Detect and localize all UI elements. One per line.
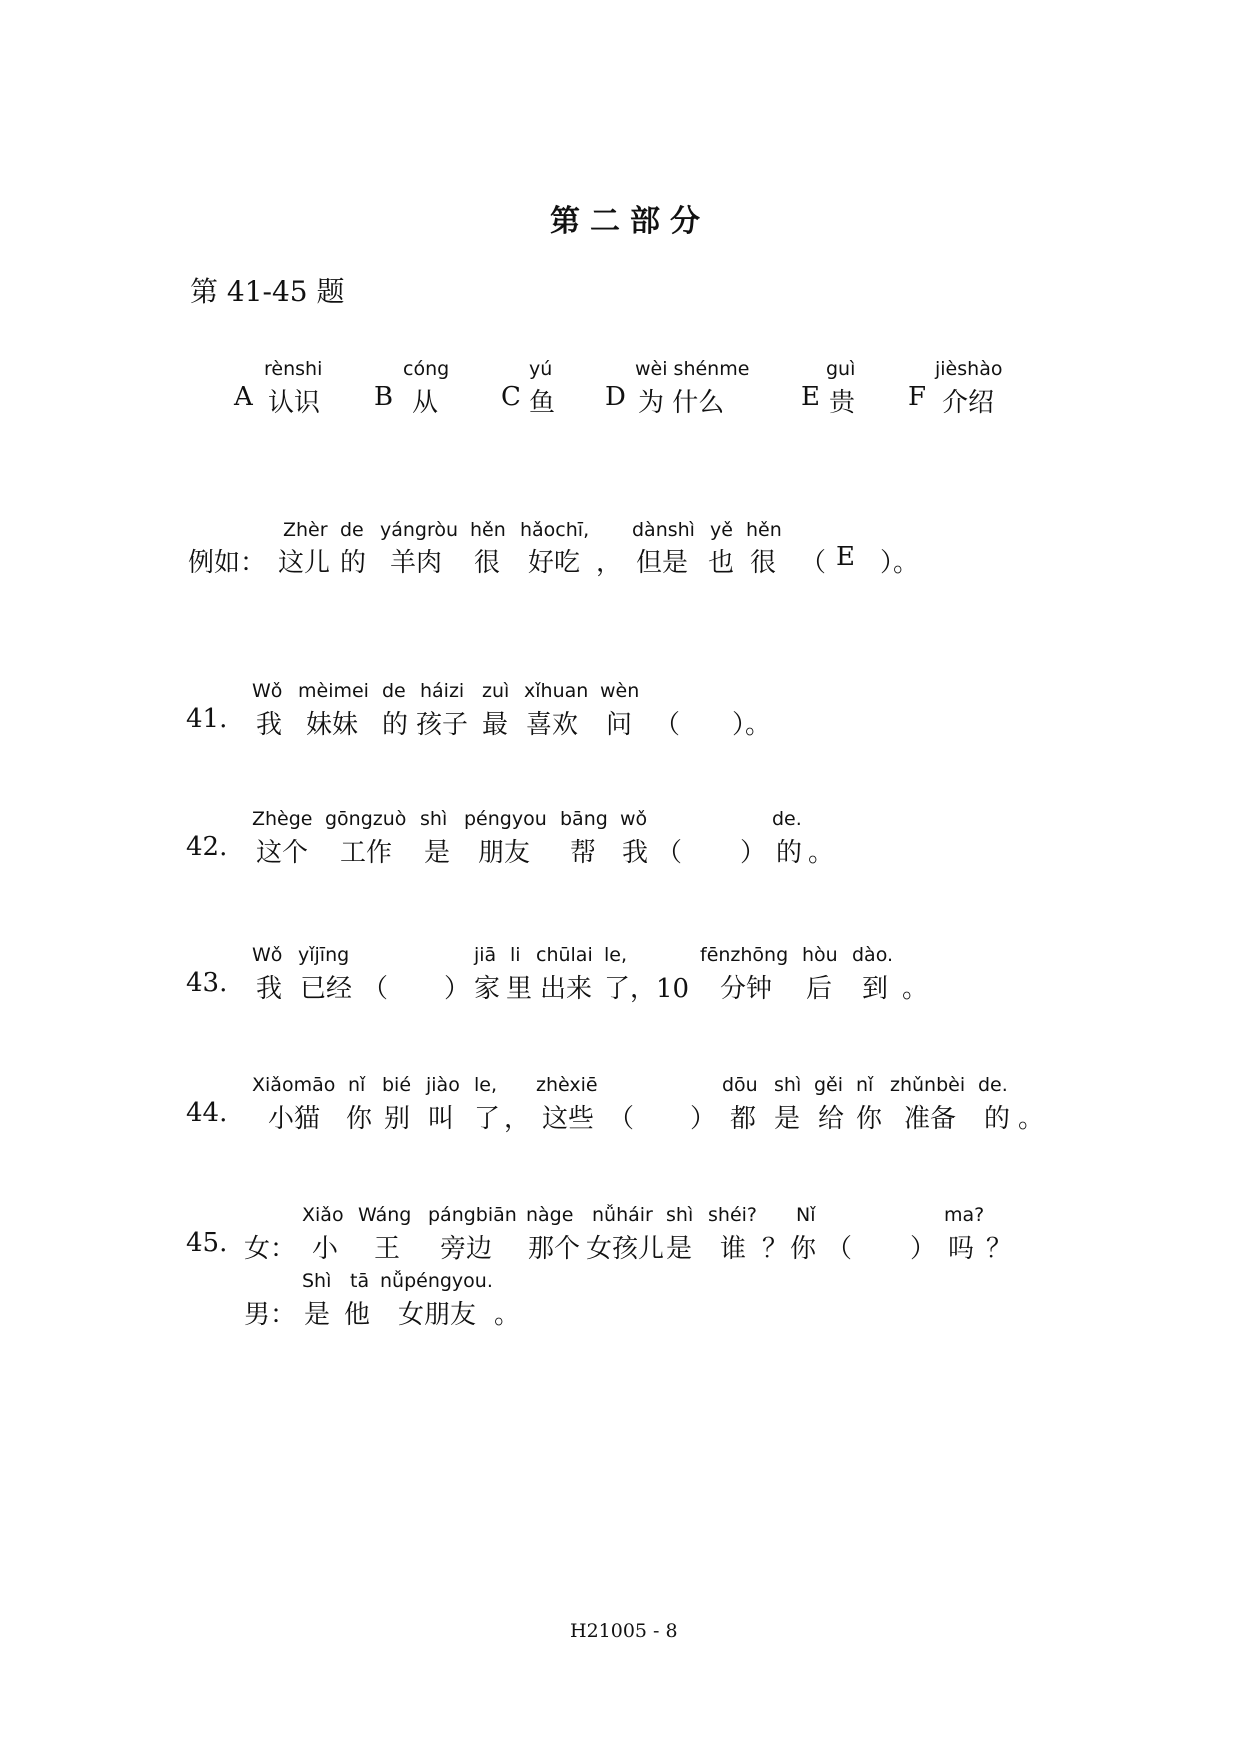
q45-hanzi: ？	[762, 1234, 789, 1264]
example-hanzi: 很	[474, 548, 501, 578]
q42-pinyin: shì	[420, 808, 448, 830]
q42-pinyin: Zhège	[252, 808, 313, 830]
q45-blank-open: （	[826, 1234, 853, 1264]
option-a-pinyin: rènshi	[264, 358, 323, 380]
option-e-letter: E	[801, 382, 820, 412]
q45-hanzi: 旁边	[440, 1234, 493, 1264]
q44-pinyin: bié	[382, 1074, 412, 1096]
q43-hanzi: 分钟	[720, 974, 773, 1004]
q43-hanzi: 我	[256, 974, 283, 1004]
q43-pinyin: le,	[604, 944, 628, 966]
option-c-letter: C	[501, 382, 521, 412]
q45-hanzi: 。	[494, 1300, 521, 1330]
q44-pinyin: nǐ	[856, 1074, 874, 1096]
q43-pinyin: chūlai	[536, 944, 593, 966]
q41-pinyin: háizi	[420, 680, 465, 702]
q43-hanzi: 出来	[540, 974, 593, 1004]
page-footer: H21005 - 8	[570, 1620, 678, 1642]
option-d-pinyin: wèi shénme	[635, 358, 750, 380]
q42-blank-open: （	[656, 838, 683, 868]
q45-speaker-male: 男：	[244, 1300, 297, 1330]
q43-pinyin: jiā	[474, 944, 497, 966]
q45-hanzi: 是	[666, 1234, 693, 1264]
option-c-hanzi: 鱼	[529, 388, 556, 418]
q45-pinyin: Nǐ	[796, 1204, 816, 1226]
q45-pinyin: Xiǎo	[302, 1204, 344, 1226]
q44-number: 44.	[186, 1098, 228, 1128]
q45-speaker-female: 女：	[244, 1234, 297, 1264]
option-f-hanzi: 介绍	[942, 388, 995, 418]
q41-pinyin: zuì	[482, 680, 510, 702]
example-hanzi: 羊肉	[390, 548, 443, 578]
q44-blank-open: （	[608, 1104, 635, 1134]
q45-blank-close: ）	[910, 1234, 937, 1264]
q43-hanzi: 了	[604, 974, 631, 1004]
q41-hanzi: 最	[482, 710, 509, 740]
option-b-hanzi: 从	[412, 388, 439, 418]
option-f-pinyin: jièshào	[935, 358, 1003, 380]
q42-blank-close: ）	[740, 838, 767, 868]
example-answer: E	[836, 542, 855, 572]
q44-pinyin: nǐ	[348, 1074, 366, 1096]
q41-hanzi: 妹妹	[306, 710, 359, 740]
q45-hanzi: 吗	[948, 1234, 975, 1264]
q43-pinyin: li	[510, 944, 521, 966]
q44-hanzi: 小猫	[268, 1104, 321, 1134]
example-hanzi: 的	[340, 548, 367, 578]
q42-pinyin: bāng	[560, 808, 608, 830]
q44-pinyin: shì	[774, 1074, 802, 1096]
example-label: 例如：	[188, 548, 267, 578]
q41-blank-open: （	[654, 710, 681, 740]
q44-hanzi: 叫	[428, 1104, 455, 1134]
example-pinyin: Zhèr	[283, 519, 328, 541]
q45-pinyin: shì	[666, 1204, 694, 1226]
q44-pinyin: gěi	[814, 1074, 844, 1096]
q44-hanzi: 准备	[904, 1104, 957, 1134]
q41-pinyin: de	[382, 680, 406, 702]
q41-pinyin: mèimei	[298, 680, 369, 702]
q45-pinyin: nǚháir	[592, 1204, 653, 1226]
q45-pinyin: pángbiān	[428, 1204, 517, 1226]
q41-hanzi: 孩子	[416, 710, 469, 740]
q44-pinyin: Xiǎomāo	[252, 1074, 336, 1096]
q42-hanzi: 我	[622, 838, 649, 868]
q43-hanzi: ，10	[630, 974, 690, 1004]
q43-blank-close: ）	[444, 974, 471, 1004]
q45-hanzi: ？	[986, 1234, 1013, 1264]
q44-hanzi: 都	[730, 1104, 757, 1134]
q42-pinyin: péngyou	[464, 808, 547, 830]
q42-hanzi: 是	[424, 838, 451, 868]
q44-hanzi: 你	[346, 1104, 373, 1134]
example-pinyin: dànshì	[632, 519, 695, 541]
q41-hanzi: 我	[256, 710, 283, 740]
q43-hanzi: 家	[474, 974, 501, 1004]
q45-number: 45.	[186, 1228, 228, 1258]
q42-number: 42.	[186, 832, 228, 862]
option-b-pinyin: cóng	[403, 358, 450, 380]
question-range: 第 41-45 题	[190, 275, 345, 308]
q43-pinyin: Wǒ	[252, 944, 283, 966]
example-pinyin: de	[340, 519, 364, 541]
q44-pinyin: le,	[474, 1074, 498, 1096]
q43-hanzi: 里	[506, 974, 533, 1004]
q41-hanzi: 喜欢	[526, 710, 579, 740]
q42-pinyin: wǒ	[620, 808, 648, 830]
example-hanzi: 这儿	[278, 548, 331, 578]
q41-pinyin: xǐhuan	[524, 680, 589, 702]
q45-pinyin: Wáng	[358, 1204, 412, 1226]
example-hanzi: ，	[596, 548, 623, 578]
example-pinyin: hěn	[746, 519, 782, 541]
option-e-hanzi: 贵	[829, 388, 856, 418]
example-pinyin: hěn	[470, 519, 506, 541]
q44-hanzi: 的	[984, 1104, 1011, 1134]
example-hanzi: 但是	[636, 548, 689, 578]
q41-pinyin: wèn	[600, 680, 640, 702]
q45-hanzi: 是	[304, 1300, 331, 1330]
q44-pinyin: dōu	[722, 1074, 758, 1096]
example-pinyin: yě	[710, 519, 733, 541]
q41-pinyin: Wǒ	[252, 680, 283, 702]
q41-number: 41.	[186, 704, 228, 734]
q41-hanzi: 问	[606, 710, 633, 740]
q45-pinyin: nǚpéngyou.	[380, 1270, 493, 1292]
example-hanzi: 也	[708, 548, 735, 578]
option-a-hanzi: 认识	[268, 388, 321, 418]
option-e-pinyin: guì	[826, 358, 856, 380]
q44-pinyin: zhǔnbèi	[890, 1074, 966, 1096]
q43-pinyin: fēnzhōng	[700, 944, 789, 966]
option-b-letter: B	[374, 382, 394, 412]
q42-hanzi: 帮	[570, 838, 597, 868]
option-d-hanzi: 为 什么	[638, 388, 725, 418]
q44-hanzi: 给	[818, 1104, 845, 1134]
q44-pinyin: zhèxiē	[536, 1074, 598, 1096]
q45-pinyin: Shì	[302, 1270, 332, 1292]
q44-hanzi: ，	[504, 1104, 531, 1134]
q43-blank-open: （	[362, 974, 389, 1004]
example-hanzi: ）。	[880, 548, 920, 578]
q44-pinyin: jiào	[426, 1074, 460, 1096]
q43-hanzi: 后	[806, 974, 833, 1004]
q42-pinyin: gōngzuò	[325, 808, 407, 830]
option-f-letter: F	[908, 382, 927, 412]
q44-hanzi: 这些	[542, 1104, 595, 1134]
q45-hanzi: 女朋友	[398, 1300, 477, 1330]
q45-hanzi: 谁	[720, 1234, 747, 1264]
option-a-letter: A	[234, 382, 253, 412]
q42-pinyin: de.	[772, 808, 802, 830]
q43-pinyin: hòu	[802, 944, 838, 966]
q44-hanzi: 是	[774, 1104, 801, 1134]
section-title: 第二部分	[550, 204, 710, 239]
q42-hanzi: 。	[808, 838, 835, 868]
q44-blank-close: ）	[690, 1104, 717, 1134]
q45-pinyin: tā	[350, 1270, 370, 1292]
q45-hanzi: 你	[790, 1234, 817, 1264]
example-pinyin: hǎochī,	[520, 519, 590, 541]
q44-hanzi: 别	[384, 1104, 411, 1134]
q43-pinyin: dào.	[852, 944, 894, 966]
q45-hanzi: 女孩儿	[586, 1234, 665, 1264]
example-hanzi: 很	[750, 548, 777, 578]
q45-hanzi: 王	[374, 1234, 401, 1264]
q42-hanzi: 这个	[256, 838, 309, 868]
q45-pinyin: ma?	[944, 1204, 985, 1226]
example-pinyin: yángròu	[380, 519, 459, 541]
q42-hanzi: 朋友	[478, 838, 531, 868]
q42-hanzi: 工作	[340, 838, 393, 868]
q41-blank-close: ）。	[732, 710, 772, 740]
q43-hanzi: 。	[902, 974, 929, 1004]
q45-pinyin: shéi?	[708, 1204, 757, 1226]
option-c-pinyin: yú	[529, 358, 553, 380]
q44-hanzi: 。	[1018, 1104, 1045, 1134]
q43-number: 43.	[186, 968, 228, 998]
q45-hanzi: 小	[312, 1234, 339, 1264]
q45-hanzi: 那个	[528, 1234, 581, 1264]
q43-hanzi: 已经	[300, 974, 353, 1004]
q45-hanzi: 他	[344, 1300, 371, 1330]
example-hanzi: 好吃	[528, 548, 581, 578]
q44-hanzi: 你	[856, 1104, 883, 1134]
q43-hanzi: 到	[862, 974, 889, 1004]
q43-pinyin: yǐjīng	[298, 944, 350, 966]
q45-pinyin: nàge	[526, 1204, 574, 1226]
q44-pinyin: de.	[978, 1074, 1008, 1096]
example-hanzi: （	[800, 548, 827, 578]
option-d-letter: D	[605, 382, 626, 412]
q41-hanzi: 的	[382, 710, 409, 740]
q44-hanzi: 了	[474, 1104, 501, 1134]
q42-hanzi: 的	[776, 838, 803, 868]
